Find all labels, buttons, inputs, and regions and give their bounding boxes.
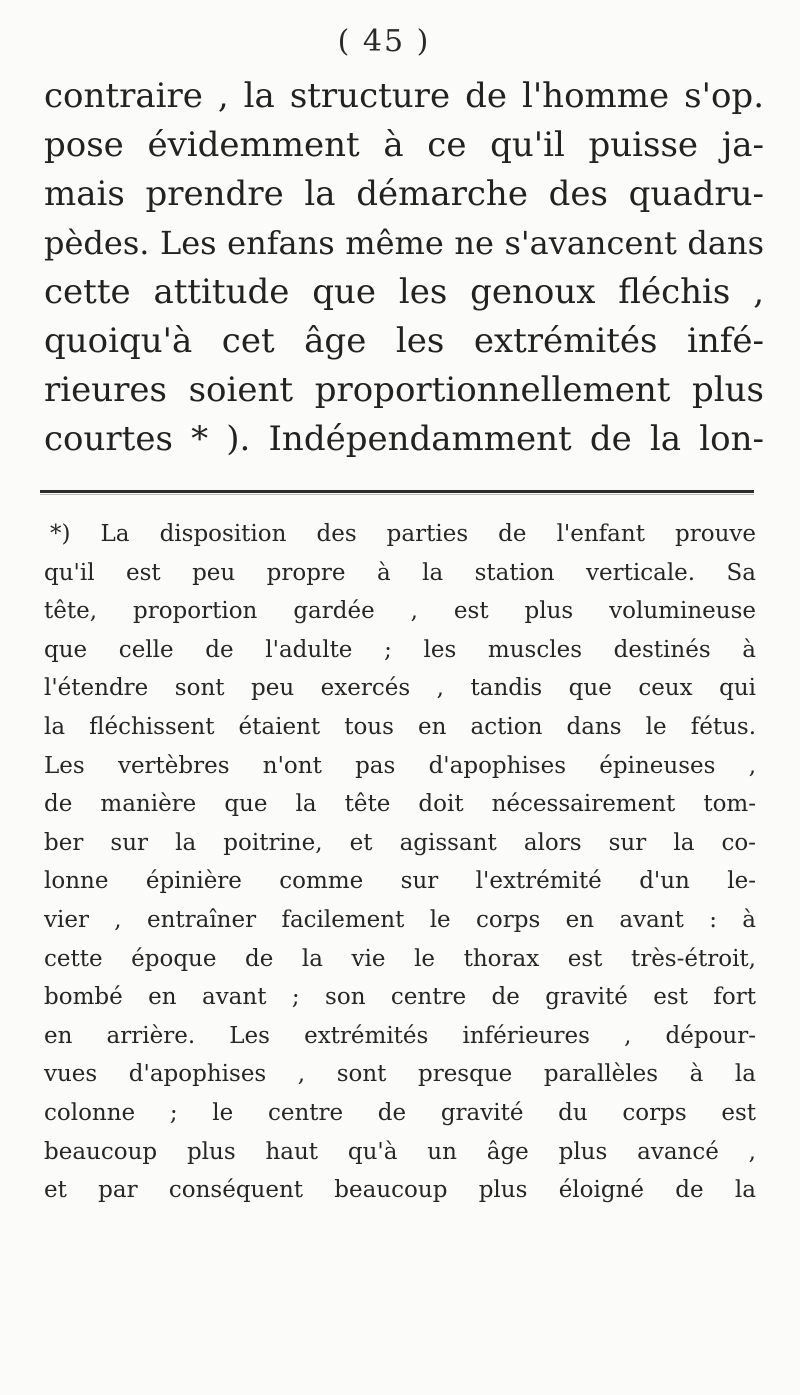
footnote-line: ber sur la poitrine, et agissant alors sur la co-: [44, 829, 756, 856]
footnote-line: tête, proportion gardée , est plus volumineuse: [44, 598, 756, 625]
footnote-block: [44, 515, 756, 1210]
footnote-line: la fléchissent étaient tous en action dans le fétus.: [44, 713, 756, 740]
footnote-line: en arrière. Les extrémités inférieures , dépour-: [44, 1022, 756, 1049]
footnote-line: que celle de l'adulte ; les muscles destinés à: [44, 636, 756, 663]
footnote-line: cette époque de la vie le thorax est très-étroit,: [44, 945, 756, 972]
footnote-line: bombé en avant ; son centre de gravité est fort: [44, 984, 756, 1011]
footnote-separator-rule: [40, 490, 754, 493]
footnote-separator-shadow: [40, 494, 754, 495]
main-text-line: pèdes. Les enfans même ne s'avancent dans: [44, 224, 764, 262]
footnote-line: beaucoup plus haut qu'à un âge plus avancé ,: [44, 1138, 756, 1165]
main-text-line: courtes * ). Indépendamment de la lon-: [44, 419, 764, 459]
footnote-line: l'étendre sont peu exercés , tandis que ceux qui: [44, 675, 756, 702]
footnote-line: de manière que la tête doit nécessairement tom-: [44, 791, 756, 818]
footnote-line: qu'il est peu propre à la station verticale. Sa: [44, 559, 756, 586]
main-text-block: [44, 72, 764, 464]
main-text-line: rieures soient proportionnellement plus: [44, 370, 764, 410]
footnote-line: vier , entraîner facilement le corps en avant : à: [44, 906, 756, 933]
footnote-line: et par conséquent beaucoup plus éloigné de la: [44, 1177, 756, 1204]
page-number: ( 45 ): [337, 24, 431, 59]
main-text-line: contraire , la structure de l'homme s'op.: [44, 76, 764, 116]
footnote-line: vues d'apophises , sont presque parallèles à la: [44, 1061, 756, 1088]
main-text-line: quoiqu'à cet âge les extrémités infé-: [44, 321, 764, 361]
main-text-line: mais prendre la démarche des quadru-: [44, 174, 764, 214]
main-text-line: cette attitude que les genoux fléchis ,: [44, 272, 764, 312]
footnote-line: *) La disposition des parties de l'enfant prouve: [50, 521, 756, 547]
footnote-line: Les vertèbres n'ont pas d'apophises épineuses ,: [44, 752, 756, 779]
footnote-line: colonne ; le centre de gravité du corps est: [44, 1099, 756, 1126]
footnote-line: lonne épinière comme sur l'extrémité d'un le-: [44, 868, 756, 895]
main-text-line: pose évidemment à ce qu'il puisse ja-: [44, 125, 764, 165]
